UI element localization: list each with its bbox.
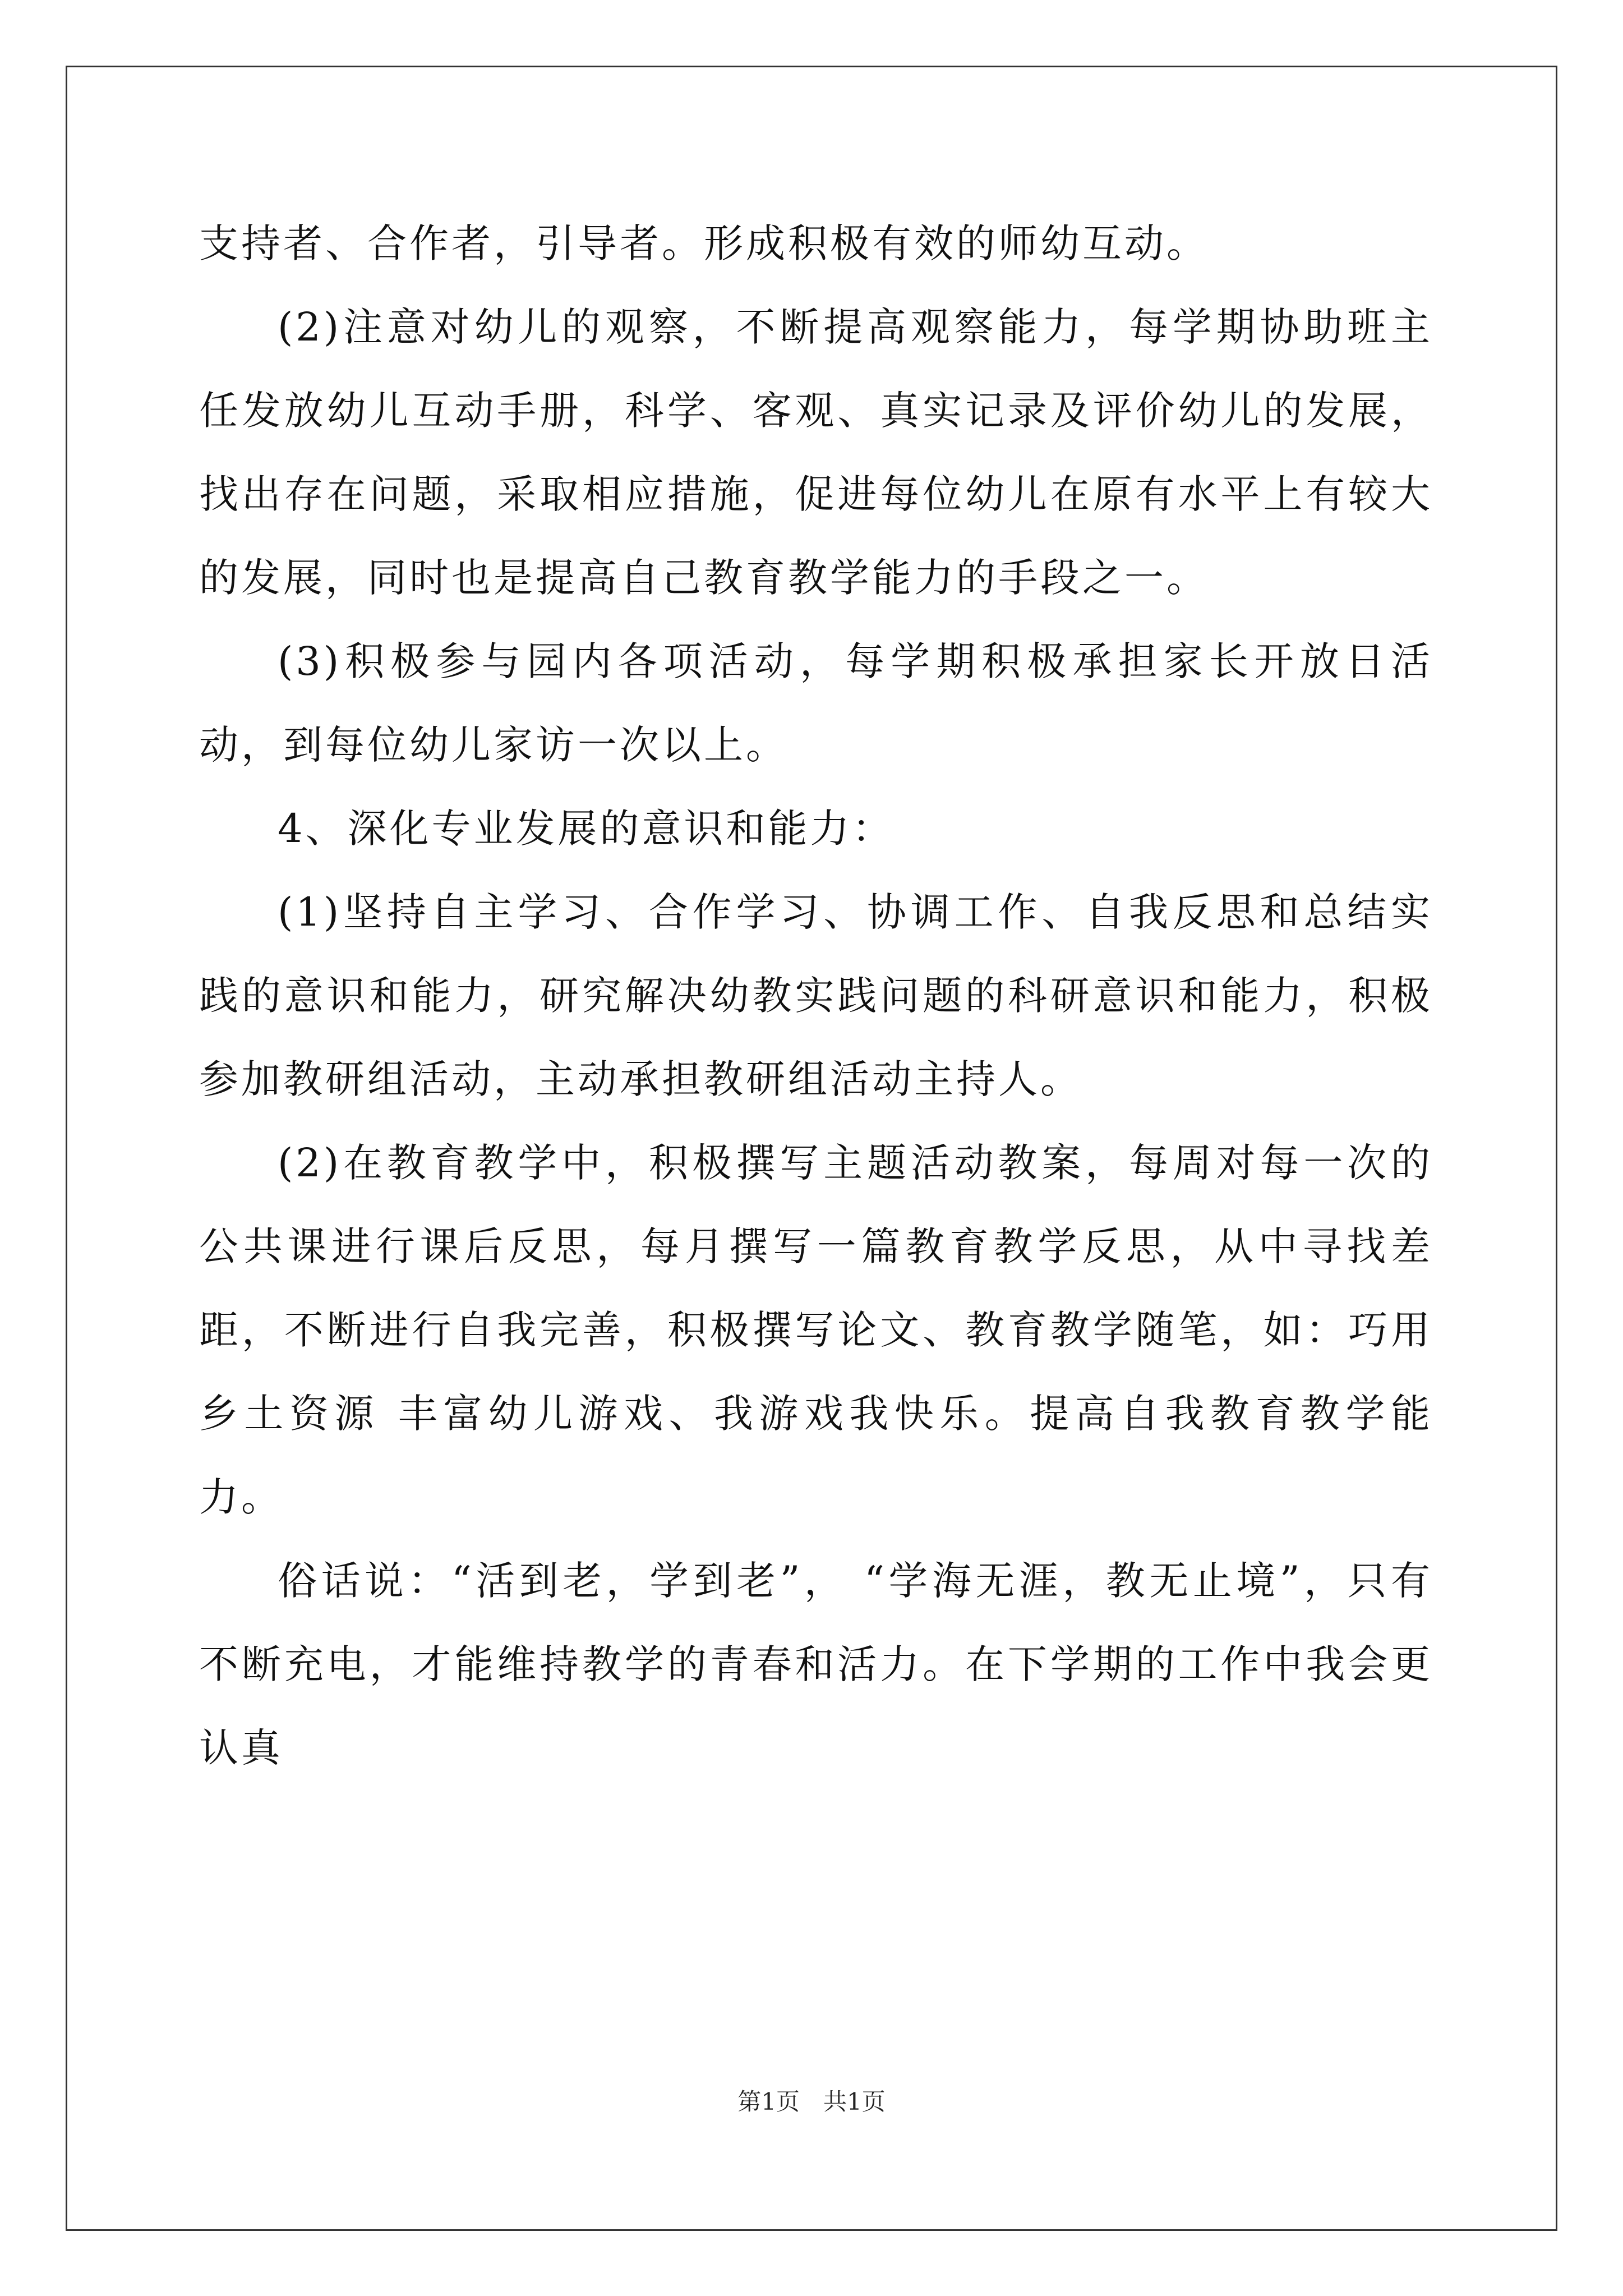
paragraph-2: (2)注意对幼儿的观察，不断提高观察能力，每学期协助班主任发放幼儿互动手册，科学、客观、真实记录及评价幼儿的发展，找出存在问题，采取相应措施，促进每位幼儿在原有水平上有较大的发展，同时也是提高自己教育教学能力的手段之一。 (199, 304, 1433, 601)
paragraph-3: (3)积极参与园内各项活动，每学期积极承担家长开放日活动，到每位幼儿家访一次以上。 (199, 638, 1433, 768)
paragraph-5: (1)坚持自主学习、合作学习、协调工作、自我反思和总结实践的意识和能力，研究解决幼教实践问题的科研意识和能力，积极参加教研组活动，主动承担教研组活动主持人。 (199, 889, 1433, 1102)
paragraph-7: 俗话说：“活到老，学到老”， “学海无涯，教无止境”，只有不断充电，才能维持教学的青春和活力。在下学期的工作中我会更认真 (199, 1558, 1433, 1771)
paragraph-6: (2)在教育教学中，积极撰写主题活动教案，每周对每一次的公共课进行课后反思，每月撰写一篇教育教学反思，从中寻找差距，不断进行自我完善，积极撰写论文、教育教学随笔，如：巧用乡土资源 丰富幼儿游戏、我游戏我快乐。提高自我教育教学能力。 (199, 1140, 1433, 1520)
section-heading-4: 4、深化专业发展的意识和能力： (278, 806, 895, 852)
document-body (199, 202, 1433, 1790)
paragraph-1: 支持者、合作者，引导者。形成积极有效的师幼互动。 (199, 220, 1209, 266)
page-footer: 第1页 共1页 (737, 2088, 886, 2115)
